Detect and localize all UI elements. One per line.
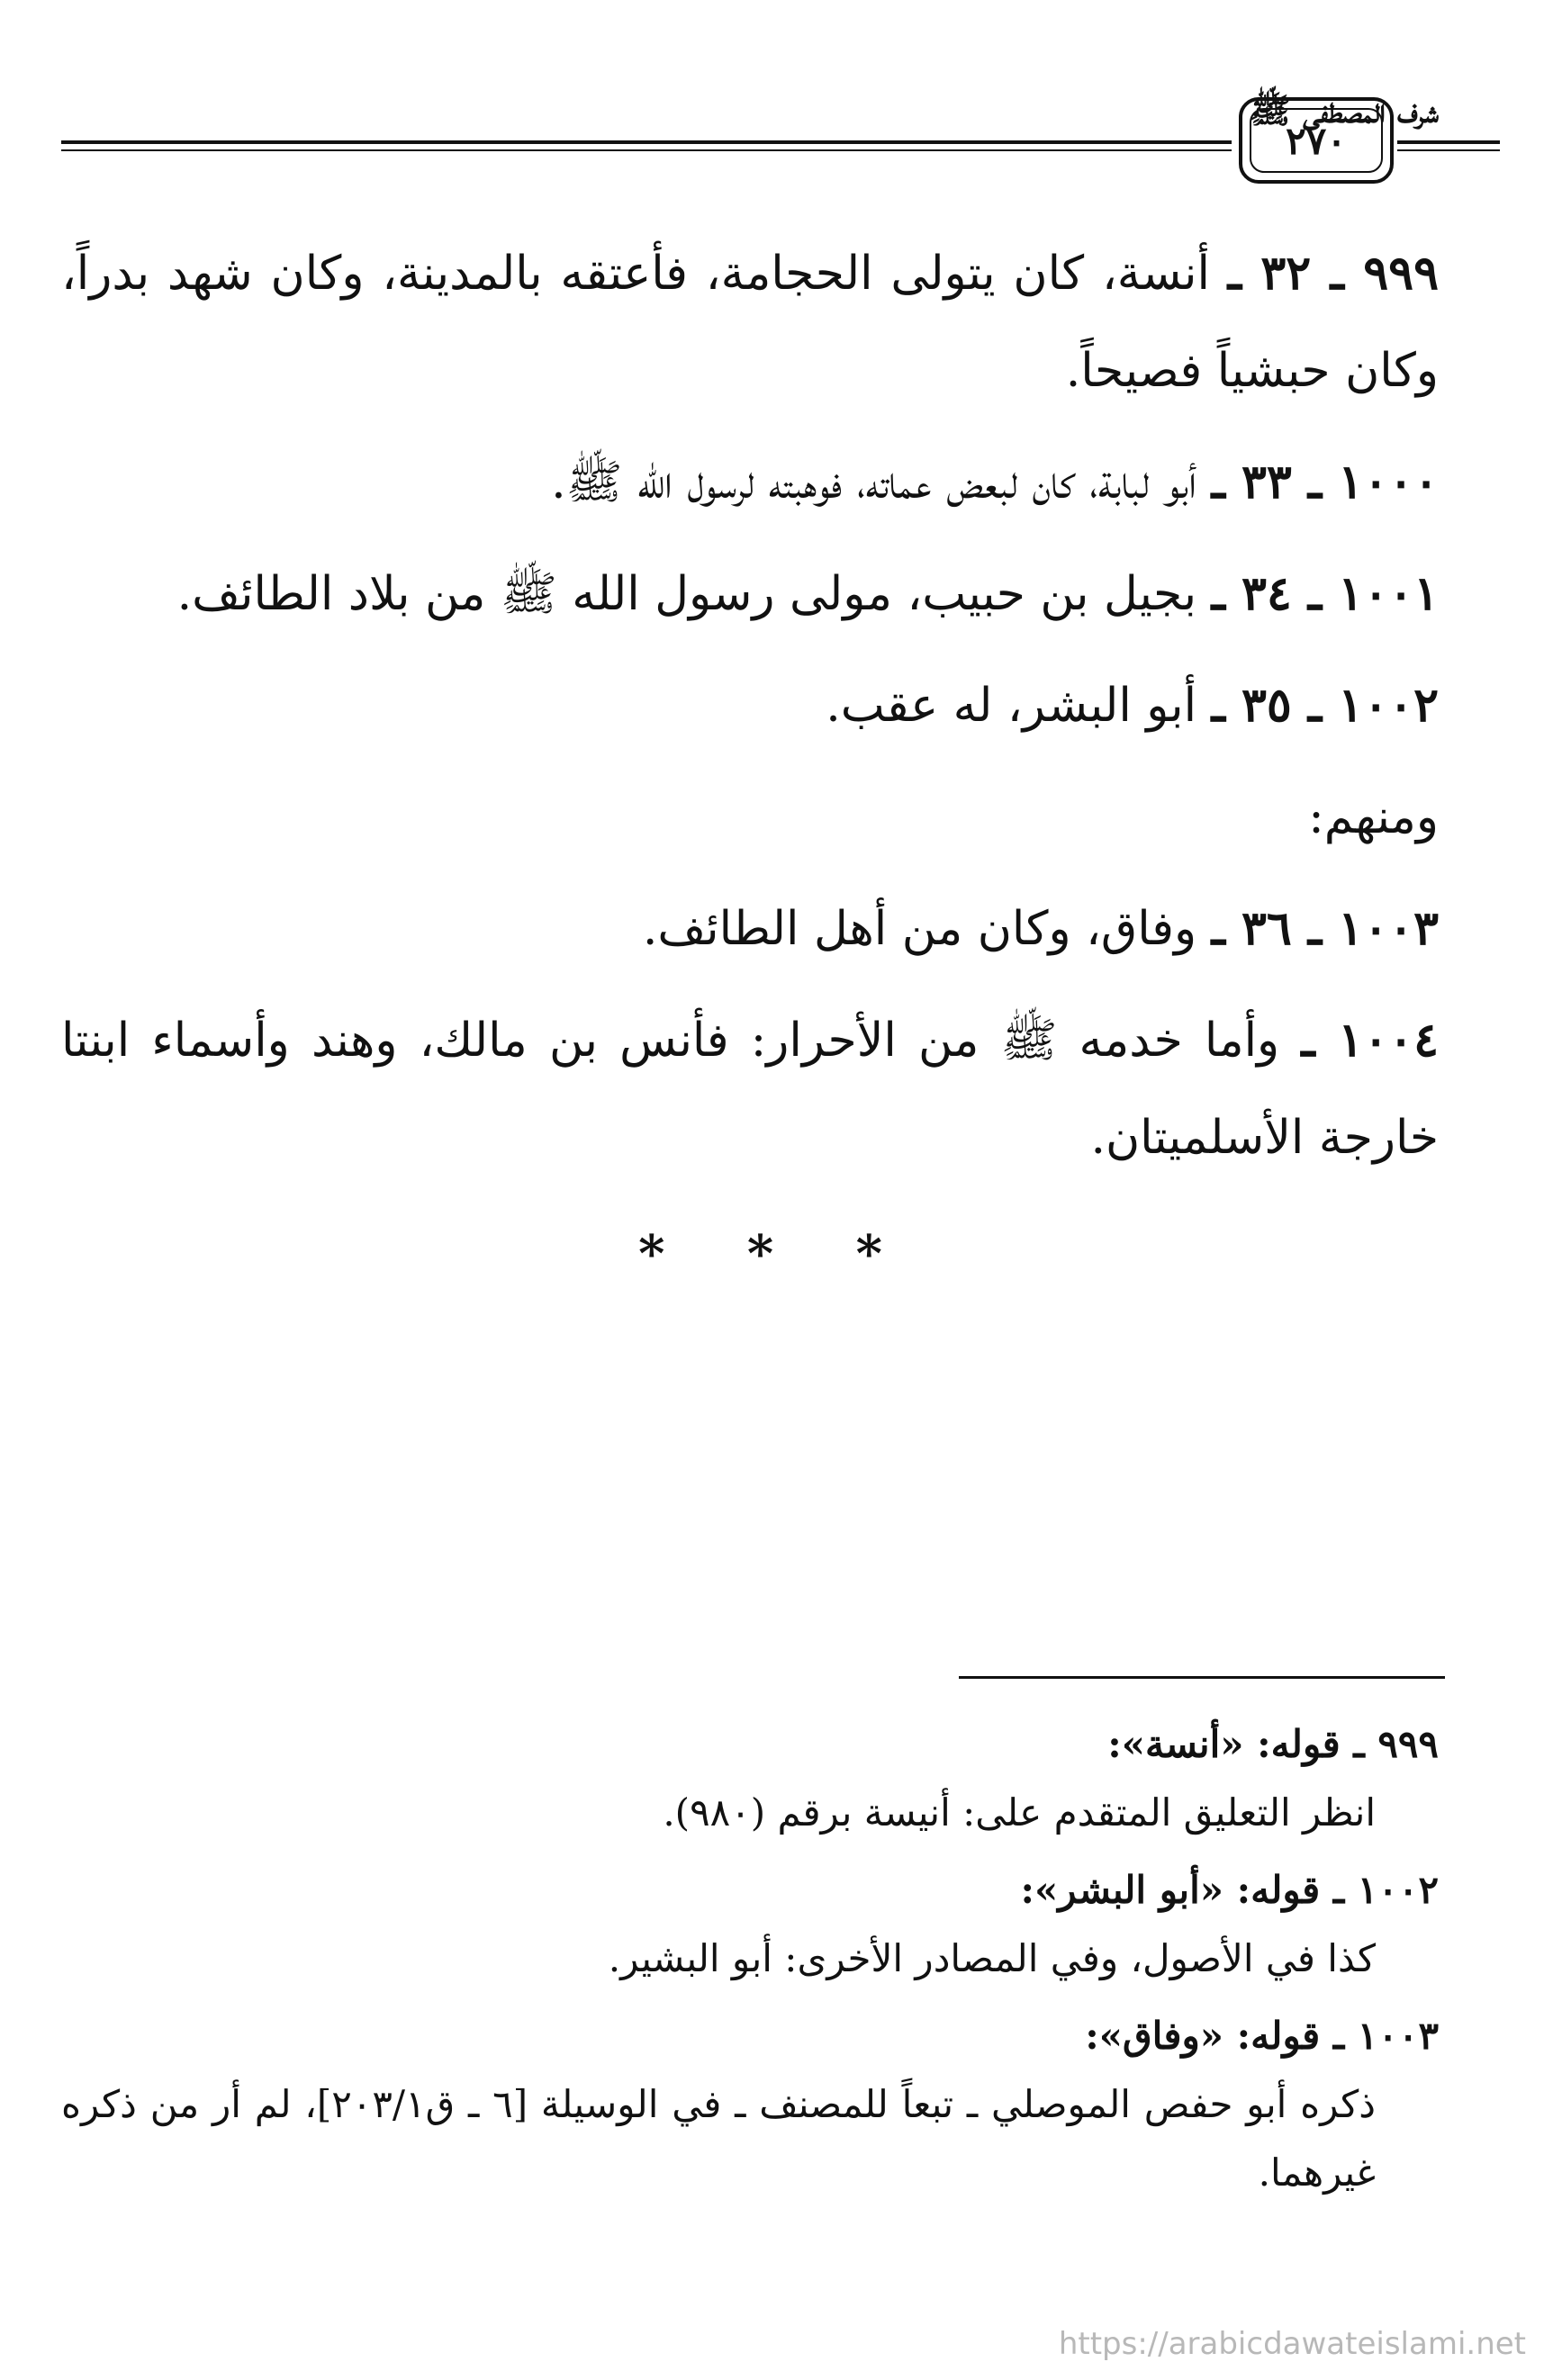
footnote-divider — [959, 1676, 1445, 1679]
entry-text: أبو لبابة، كان لبعض عماته، فوهبته لرسول الله ﷺ. — [551, 455, 1197, 509]
footnote-heading-999: ٩٩٩ ـ قوله: «أنسة»: — [1107, 1722, 1439, 1766]
running-title: شرف المصطفى ﷺ — [1250, 90, 1439, 131]
footnote-body-1002: كذا في الأصول، وفي المصادر الأخرى: أبو البشير. — [608, 1936, 1376, 1980]
main-text — [61, 225, 1439, 1201]
header-rule-left — [61, 140, 1232, 157]
footnote-body-999: انظر التعليق المتقدم على: أنيسة برقم (٩٨٠). — [663, 1790, 1376, 1835]
entry-number: ١٠٠٣ ـ ٣٦ ـ — [1211, 901, 1439, 956]
footnote-heading-1003: ١٠٠٣ ـ قوله: «وفاق»: — [1085, 2014, 1439, 2058]
page-header — [61, 79, 1439, 196]
page-number-frame — [1239, 97, 1394, 184]
entry-text: وفاق، وكان من أهل الطائف. — [642, 902, 1197, 956]
entry-1003 — [61, 880, 1439, 978]
entry-text: أبو البشر، له عقب. — [826, 679, 1197, 733]
section-label: ومنهم: — [1308, 790, 1439, 844]
entry-1001 — [61, 545, 1439, 643]
entry-text: أنسة، كان يتولى الحجامة، فأعتقه بالمدينة، وكان شهد بدراً، وكان حبشياً فصيحاً. — [61, 247, 1439, 398]
entry-number: ١٠٠٤ ـ — [1301, 1013, 1440, 1068]
entry-number: ١٠٠٢ ـ ٣٥ ـ — [1211, 678, 1439, 733]
entry-number: ٩٩٩ ـ ٣٢ ـ — [1227, 246, 1439, 301]
footnotes — [61, 1710, 1439, 2216]
entry-number: ١٠٠١ ـ ٣٤ ـ — [1211, 566, 1439, 621]
footnote-heading-1002: ١٠٠٢ ـ قوله: «أبو البشر»: — [1020, 1868, 1439, 1912]
watermark-url: https://arabicdawateislami.net — [1058, 2326, 1526, 2362]
entry-number: ١٠٠٠ ـ ٣٣ ـ — [1211, 455, 1439, 509]
entry-1000 — [61, 434, 1439, 531]
page-number: ٢٧٠ — [1250, 108, 1383, 173]
entry-1004 — [61, 992, 1439, 1186]
section-separator: * * * — [638, 1224, 915, 1284]
entry-text: بجيل بن حبيب، مولى رسول الله ﷺ من بلاد الطائف. — [176, 567, 1197, 621]
header-rule-right — [1397, 140, 1500, 157]
entry-999 — [61, 225, 1439, 419]
footnote-body-1003: ذكره أبو حفص الموصلي ـ تبعاً للمصنف ـ في الوسيلة [٦ ـ ق٢٠٣/١]، لم أر من ذكره غيرهما. — [61, 2082, 1376, 2195]
entry-text: وأما خدمه ﷺ من الأحرار: فأنس بن مالك، وهند وأسماء ابنتا خارجة الأسلميتان. — [61, 1014, 1439, 1165]
entry-1002 — [61, 657, 1439, 754]
